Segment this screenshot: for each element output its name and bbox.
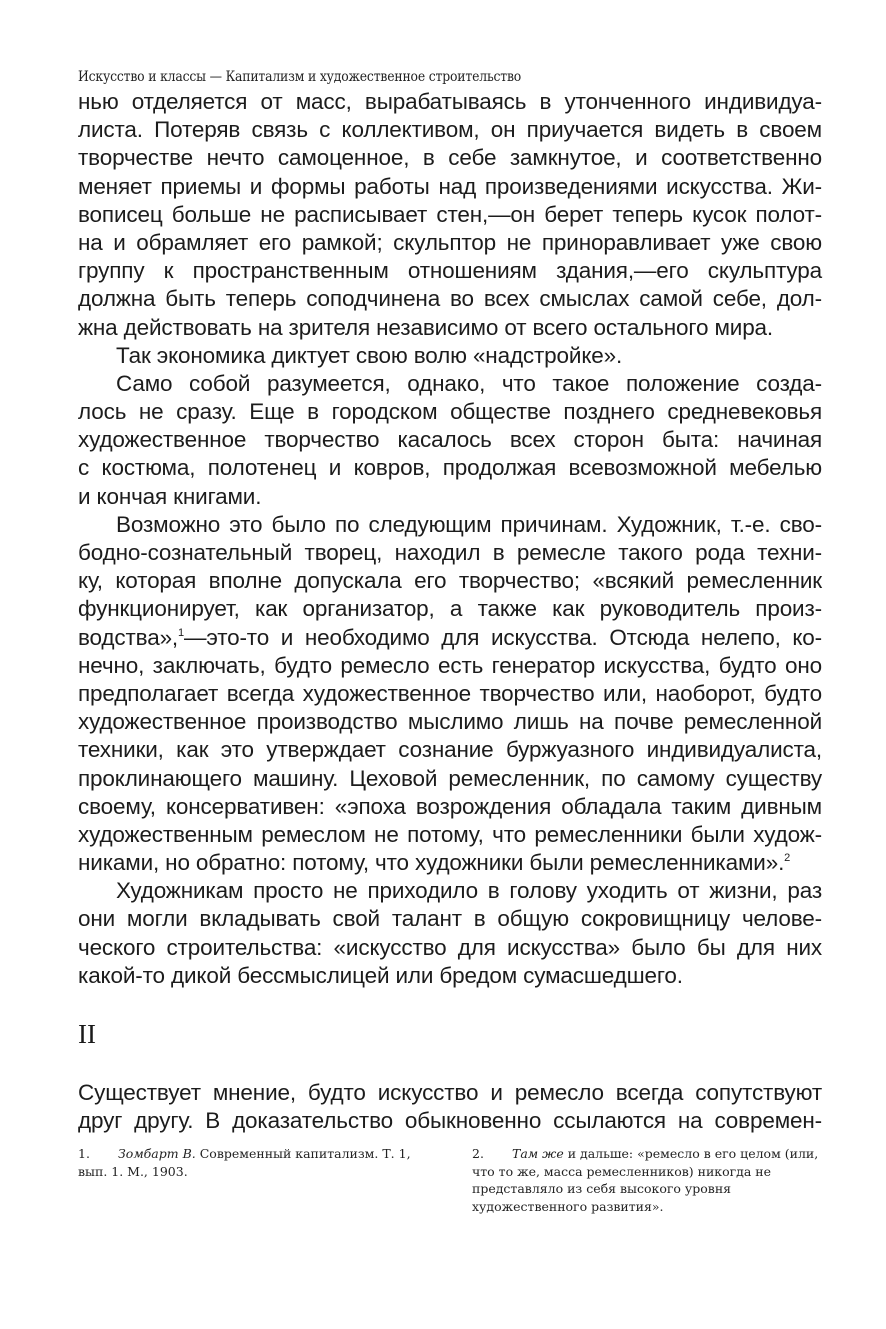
text-segment: водства»,	[78, 624, 179, 650]
text-line: Само собой разумеется, однако, что такое положение созда-	[116, 370, 822, 396]
section-body	[78, 1079, 822, 1135]
text-line: ку, которая вполне допускала его творчество; «всякий ремесленник	[78, 568, 822, 594]
body-text	[78, 88, 822, 990]
text-line: какой-то дикой бессмыслицей или бредом сумасшедшего.	[78, 962, 683, 988]
text-line	[78, 849, 822, 877]
text-line: они могли вкладывать свой талант в общую сокровищницу челове-	[78, 906, 822, 932]
footnote-2	[472, 1145, 822, 1215]
footnote-ref-2[interactable]: 2	[784, 852, 791, 865]
text-line: функционирует, как организатор, а также как руководитель произ-	[78, 596, 822, 622]
text-line: нью отделяется от масс, вырабатываясь в утонченного индивидуа-	[78, 89, 822, 114]
text-line: бодно-сознательный творец, находил в ремесле такого рода техни-	[78, 540, 822, 565]
paragraph	[78, 342, 822, 370]
footnote-author: Зомбарт В.	[118, 1146, 196, 1161]
paragraph	[78, 88, 822, 342]
paragraph	[78, 511, 822, 877]
text-line: нечно, заключать, будто ремесло есть генератор искусства, будто оно	[78, 652, 822, 678]
footnotes	[78, 1145, 822, 1215]
text-line	[78, 624, 822, 652]
text-line: своему, консервативен: «эпоха возрождения обладала таким дивным	[78, 793, 822, 819]
text-line: ческого строительства: «искусство для искусства» было бы для них	[78, 934, 822, 960]
text-line: с костюма, полотенец и ковров, продолжая всевозможной мебелью	[78, 455, 822, 481]
text-segment: —это-то и необходимо для искусства. Отсюда нелепо, ко-	[184, 624, 822, 650]
text-line: художественное производство мыслимо лишь на почве ремесленной	[78, 709, 822, 735]
text-line: предполагает всегда художественное творчество или, наоборот, будто	[78, 680, 822, 706]
text-line: жна действовать на зрителя независимо от всего остального мира.	[78, 314, 774, 340]
text-line: художественное творчество касалось всех сторон быта: начиная	[78, 427, 822, 453]
text-line: и кончая книгами.	[78, 483, 262, 509]
text-line: лось не сразу. Еще в городском обществе позднего средневековья	[78, 399, 822, 425]
text-line: Существует мнение, будто искусство и ремесло всегда сопутствуют	[78, 1080, 822, 1105]
text-line: листа. Потеряв связь с коллективом, он приучается видеть в своем	[78, 117, 822, 143]
section-heading: II	[78, 1019, 96, 1049]
text-line: группу к пространственным отношениям здания,—его скульптура	[78, 258, 822, 284]
text-line: художественным ремеслом не потому, что ремесленники были худож-	[78, 821, 822, 847]
text-line: Так экономика диктует свою волю «надстройке».	[116, 342, 623, 368]
text-line: меняет приемы и формы работы над произведениями искусства. Жи-	[78, 173, 822, 199]
text-line: на и обрамляет его рамкой; скульптор не приноравливает уже свою	[78, 229, 822, 255]
paragraph	[78, 370, 822, 511]
text-line: Возможно это было по следующим причинам. Художник, т.-е. сво-	[116, 511, 822, 537]
text-segment: никами, но обратно: потому, что художники были ремесленниками».	[78, 850, 785, 876]
text-line: должна быть теперь соподчинена во всех смыслах самой себе, дол-	[78, 286, 822, 312]
footnote-ref-1[interactable]: 1	[178, 626, 185, 639]
page	[78, 66, 822, 1135]
text-line: Художникам просто не приходило в голову уходить от жизни, раз	[116, 878, 822, 904]
text-line: проклинающего машину. Цеховой ремесленник, по самому существу	[78, 765, 822, 791]
footnote-number: 2.	[472, 1146, 484, 1161]
paragraph	[78, 877, 822, 990]
footnote-text: Современный капитализм. Т. 1, вып. 1. М., 1903.	[78, 1146, 411, 1179]
footnote-1	[78, 1145, 428, 1215]
text-line: друг другу. В доказательство обыкновенно ссылаются на современ-	[78, 1108, 822, 1134]
running-head: Искусство и классы — Капитализм и художественное строительство	[78, 69, 522, 85]
footnote-number: 1.	[78, 1146, 90, 1161]
text-line: техники, как это утверждает сознание буржуазного индивидуалиста,	[78, 737, 822, 763]
footnote-author: Там же	[512, 1146, 564, 1161]
text-line: творчестве нечто самоценное, в себе замкнутое, и соответственно	[78, 145, 822, 171]
footnote-text: и дальше: «ремесло в его целом (или, что то же, масса ремесленников) никогда не представляло из себя высокого уровня художественного развития».	[472, 1146, 819, 1214]
text-line: вописец больше не расписывает стен,—он берет теперь кусок полот-	[78, 201, 822, 227]
